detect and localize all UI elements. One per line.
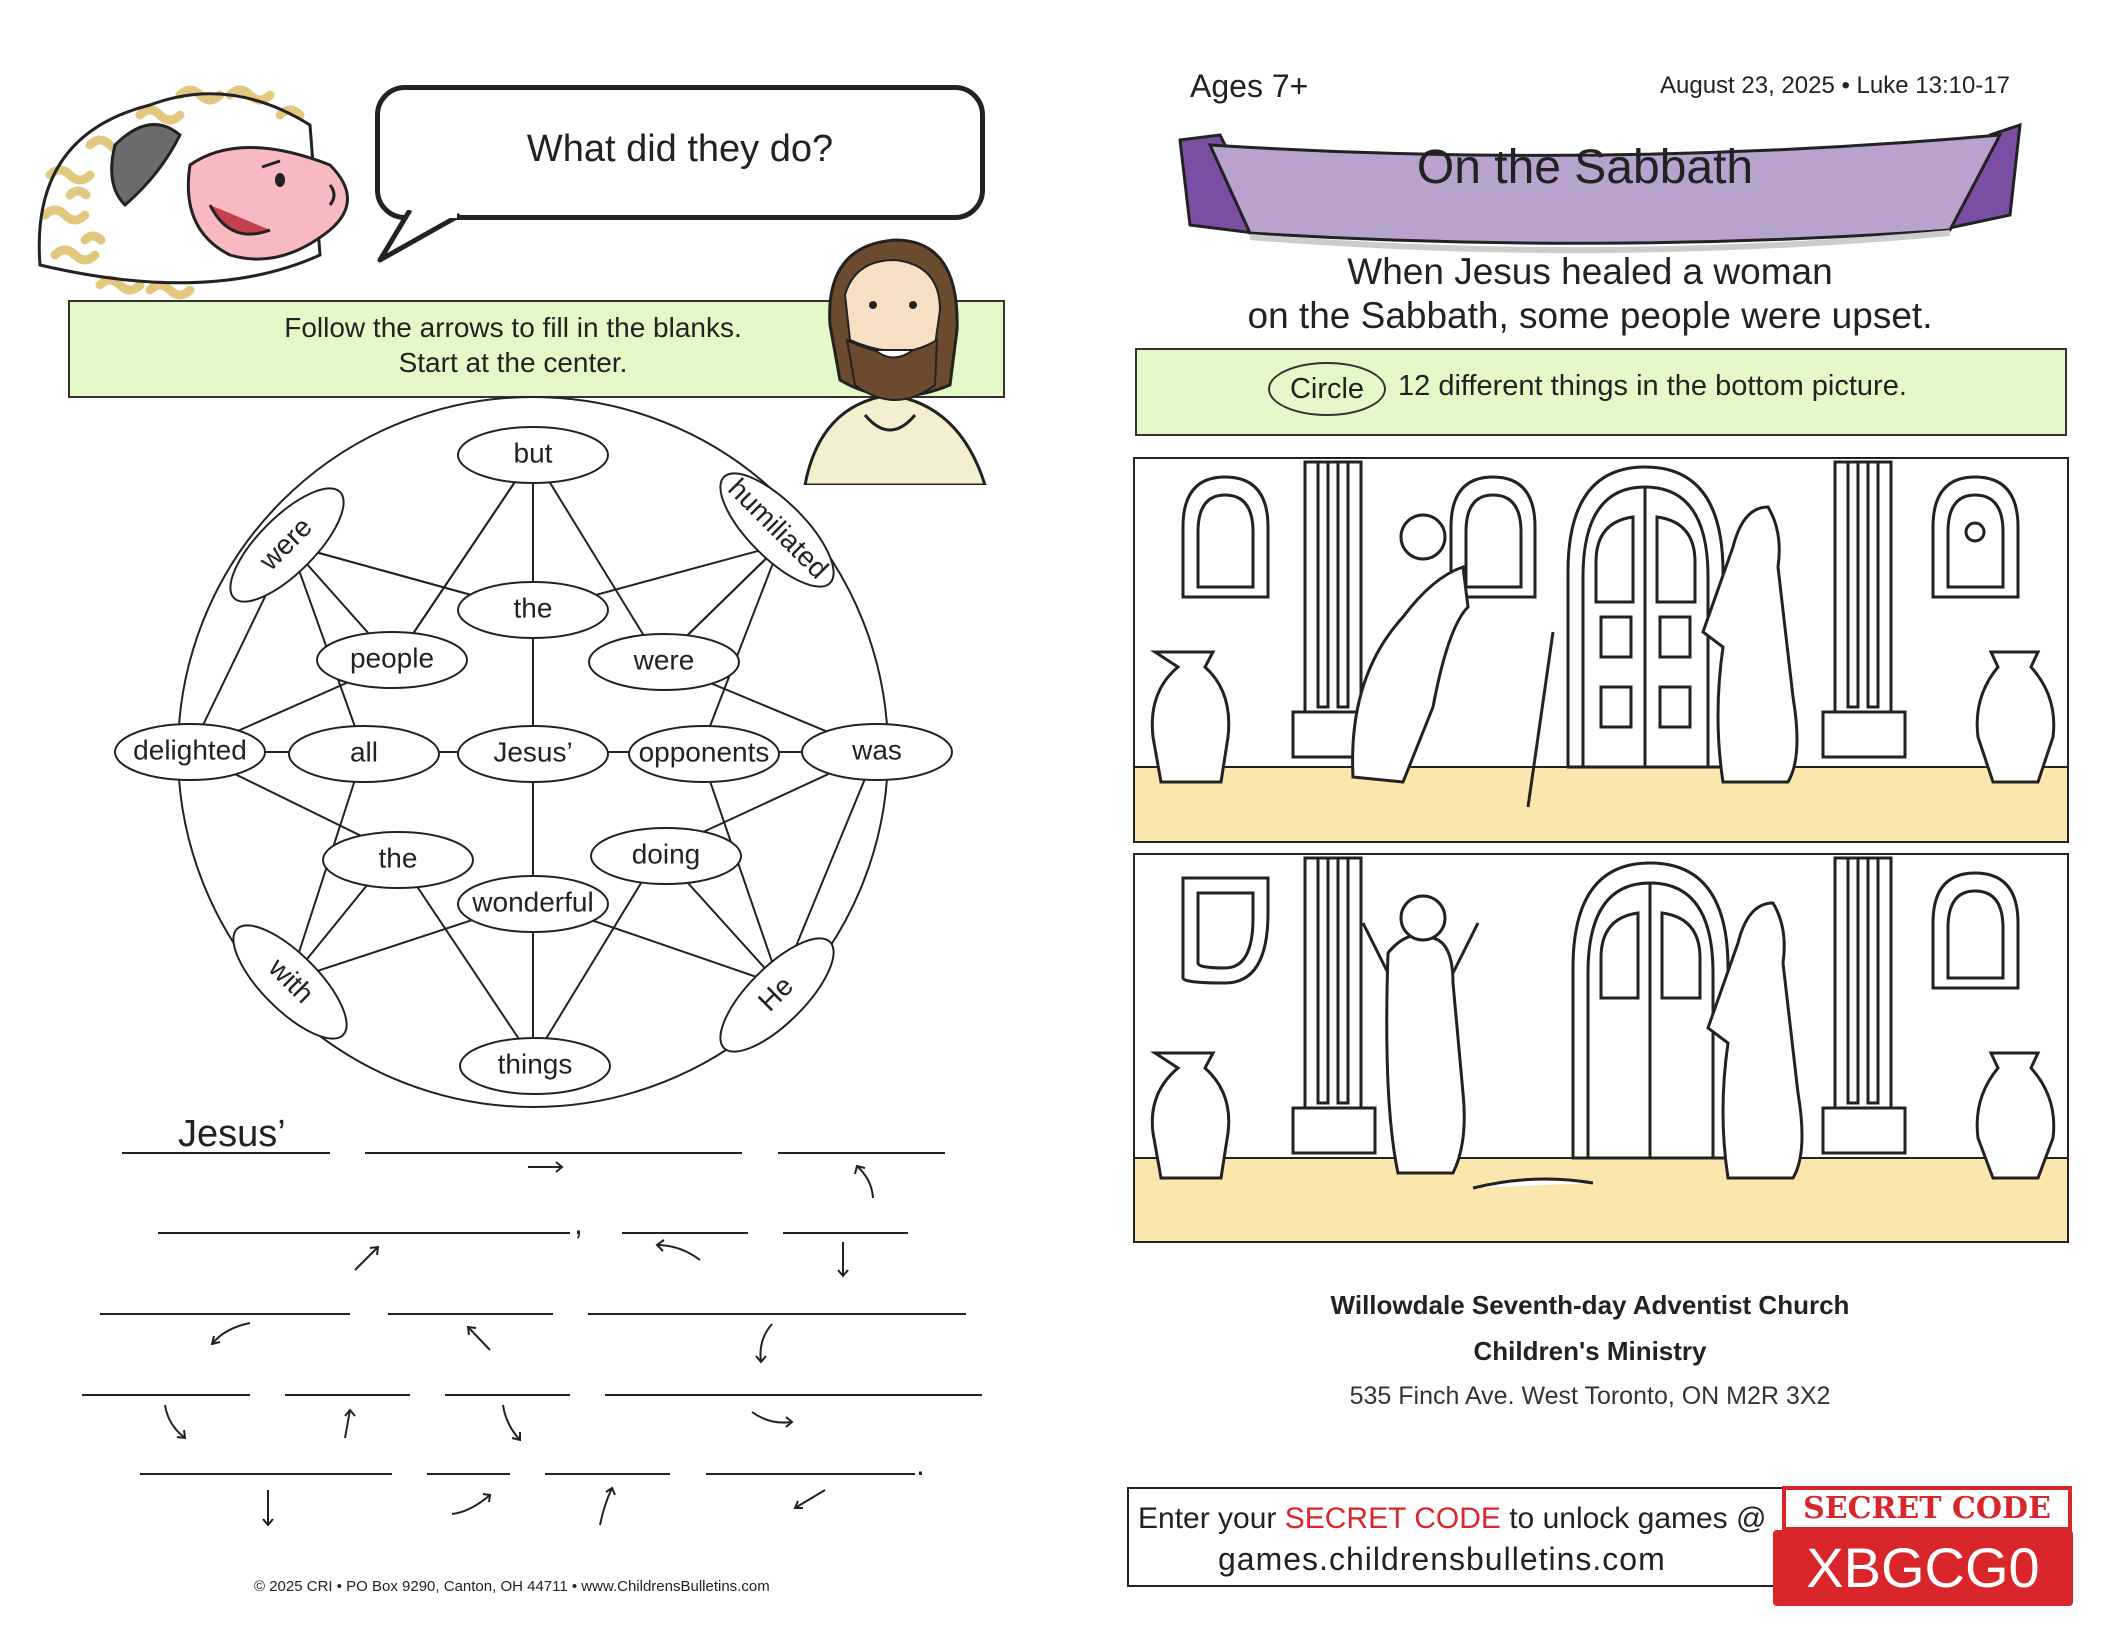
church-name: Willowdale Seventh-day Adventist Church	[1330, 1290, 1850, 1320]
speech-bubble-text: What did they do?	[526, 128, 834, 170]
instructions-line-2: Start at the center.	[398, 347, 628, 378]
subtitle-line-2: on the Sabbath, some people were upset.	[1247, 295, 1933, 336]
answer-first-word: Jesus’	[178, 1113, 286, 1155]
circle-word: Circle	[1268, 362, 1386, 416]
word-were-inner: were	[633, 644, 695, 676]
banner-title: On the Sabbath	[1416, 141, 1754, 194]
word-were-outer: were	[253, 511, 318, 576]
ages-label: Ages 7+	[1190, 68, 1309, 104]
secret-code-highlight: SECRET CODE	[1284, 1502, 1501, 1535]
word-was: was	[852, 734, 902, 766]
word-opponents: opponents	[638, 736, 770, 768]
word-all: all	[349, 736, 379, 768]
subtitle-line-1: When Jesus healed a woman	[1347, 251, 1833, 292]
subtitle	[1120, 250, 2060, 338]
secret-code-value: XBGCG0	[1773, 1530, 2073, 1606]
instructions-line-1: Follow the arrows to fill in the blanks.	[284, 312, 742, 343]
top-picture	[1133, 457, 2069, 843]
instruction-text: 12 different things in the bottom picture.	[1398, 370, 1907, 402]
word-he: He	[751, 969, 800, 1018]
secret-code-instructions	[1138, 1502, 1766, 1536]
copyright-footer: © 2025 CRI • PO Box 9290, Canton, OH 44711 • www.ChildrensBulletins.com	[254, 1578, 770, 1595]
secret-code-suffix: to unlock games @	[1500, 1502, 1767, 1535]
games-url[interactable]: games.childrensbulletins.com	[1218, 1541, 1666, 1577]
bottom-picture	[1133, 853, 2069, 1243]
word-wheel-puzzle	[0, 0, 1000, 1120]
word-doing: doing	[631, 838, 701, 870]
ministry-name: Children's Ministry	[1473, 1336, 1707, 1366]
word-with: with	[262, 951, 321, 1010]
date-reference: August 23, 2025 • Luke 13:10-17	[1659, 72, 2010, 99]
secret-code-label: SECRET CODE	[1782, 1486, 2072, 1531]
word-but: but	[513, 437, 553, 469]
answer-comma: ,	[574, 1205, 583, 1241]
word-jesus: Jesus’	[493, 736, 573, 768]
answer-blanks	[0, 1100, 1000, 1540]
word-delighted: delighted	[133, 734, 247, 766]
word-things: things	[497, 1048, 573, 1080]
answer-period: .	[916, 1446, 925, 1482]
word-people: people	[349, 642, 435, 674]
church-address: 535 Finch Ave. West Toronto, ON M2R 3X2	[1349, 1382, 1831, 1410]
word-wonderful: wonderful	[472, 886, 594, 918]
word-the-bottom: the	[378, 842, 418, 874]
word-the-top: the	[513, 592, 553, 624]
secret-code-prefix: Enter your	[1138, 1502, 1285, 1535]
word-humiliated: humiliated	[722, 472, 835, 585]
